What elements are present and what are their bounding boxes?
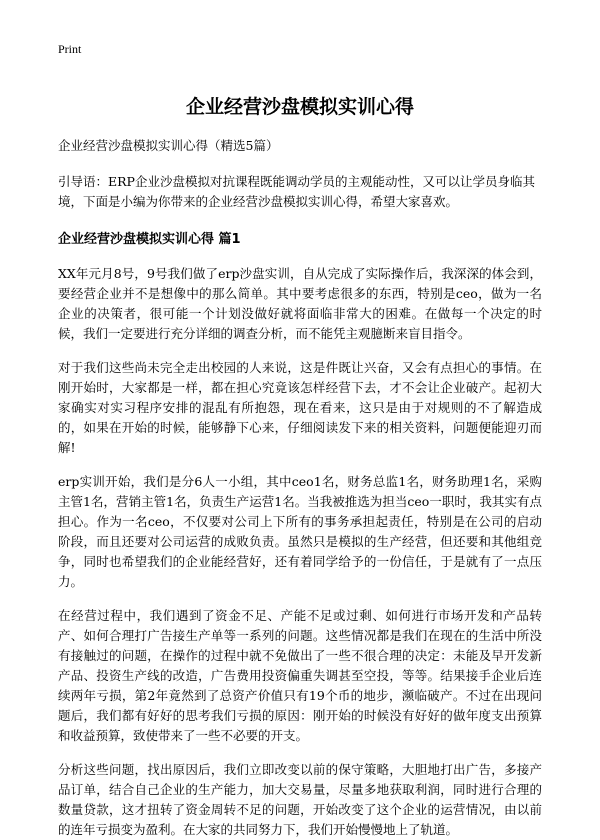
- section-heading: 企业经营沙盘模拟实训心得 篇1: [58, 232, 241, 247]
- body-paragraph-5: 分析这些问题，找出原因后，我们立即改变以前的保守策略，大胆地打出广告，多接产品订单，结合自己企业的生产能力，加大交易量，尽量多地获取利润，同时进行合理的数量贷款，这才扭转了资金周转不足的问题，开始改变了这个企业的运营情况，由以前的连年亏损变为盈利。在大家的共同努力下，我们开始慢慢地上了轨道。: [58, 762, 542, 837]
- document-subtitle: 企业经营沙盘模拟实训心得（精选5篇）: [58, 138, 279, 153]
- body-paragraph-3: erp实训开始，我们是分6人一小组，其中ceo1名，财务总监1名，财务助理1名，采购主管1名，营销主管1名，负责生产运营1名。当我被推选为担当ceo一职时，我其实有点担心。作为一名ceo，不仅要对公司上下所有的事务承担起责任，特别是在公司的启动阶段，而且还要对公司运营的成败负责。虽然只是模拟的生产经营，但还要和其他组竞争，同时也希望我们的企业能经营好，还有着同学给予的一份信任，于是就有了一点压力。: [58, 474, 542, 589]
- page-title: 企业经营沙盘模拟实训心得: [185, 96, 414, 118]
- intro-paragraph: 引导语：ERP企业沙盘模拟对抗课程既能调动学员的主观能动性，又可以让学员身临其境，下面是小编为你带来的企业经营沙盘模拟实训心得，希望大家喜欢。: [58, 174, 535, 209]
- print-link[interactable]: Print: [58, 42, 82, 56]
- body-paragraph-4: 在经营过程中，我们遇到了资金不足、产能不足或过剩、如何进行市场开发和产品转产、如何合理打广告接生产单等一系列的问题。这些情况都是我们在现在的生活中所没有接触过的问题，在操作的过程中就不免做出了一些不很合理的决定：未能及早开发新产品、投资生产线的改造，广告费用投资偏重失调甚至空投，等等。结果接手企业后连续两年亏损，第2年竟然到了总资产价值只有19个币的地步，濒临破产。不过在出现问题后，我们都有好好的思考我们亏损的原因：刚开始的时候没有好好的做年度支出预算和收益预算，致使带来了一些不必要的开支。: [58, 608, 542, 743]
- body-paragraph-1: XX年元月8号，9号我们做了erp沙盘实训，自从完成了实际操作后，我深深的体会到，要经营企业并不是想像中的那么简单。其中要考虑很多的东西，特别是ceo，做为一名企业的决策者，很可能一个计划没做好就将面临非常大的困难。在做每一个决定的时候，我们一定要进行充分详细的调查分析，而不能凭主观臆断来盲目指令。: [58, 266, 542, 341]
- body-paragraph-2: 对于我们这些尚未完全走出校园的人来说，这是件既让兴奋，又会有点担心的事情。在刚开始时，大家都是一样，都在担心究竟该怎样经营下去，才不会让企业破产。起初大家确实对实习程序安排的混乱有所抱怨，现在看来，这只是由于对规则的不了解造成的，如果在开始的时候，能够静下心来，仔细阅读发下来的相关资料，问题便能迎刃而解!: [58, 360, 542, 455]
